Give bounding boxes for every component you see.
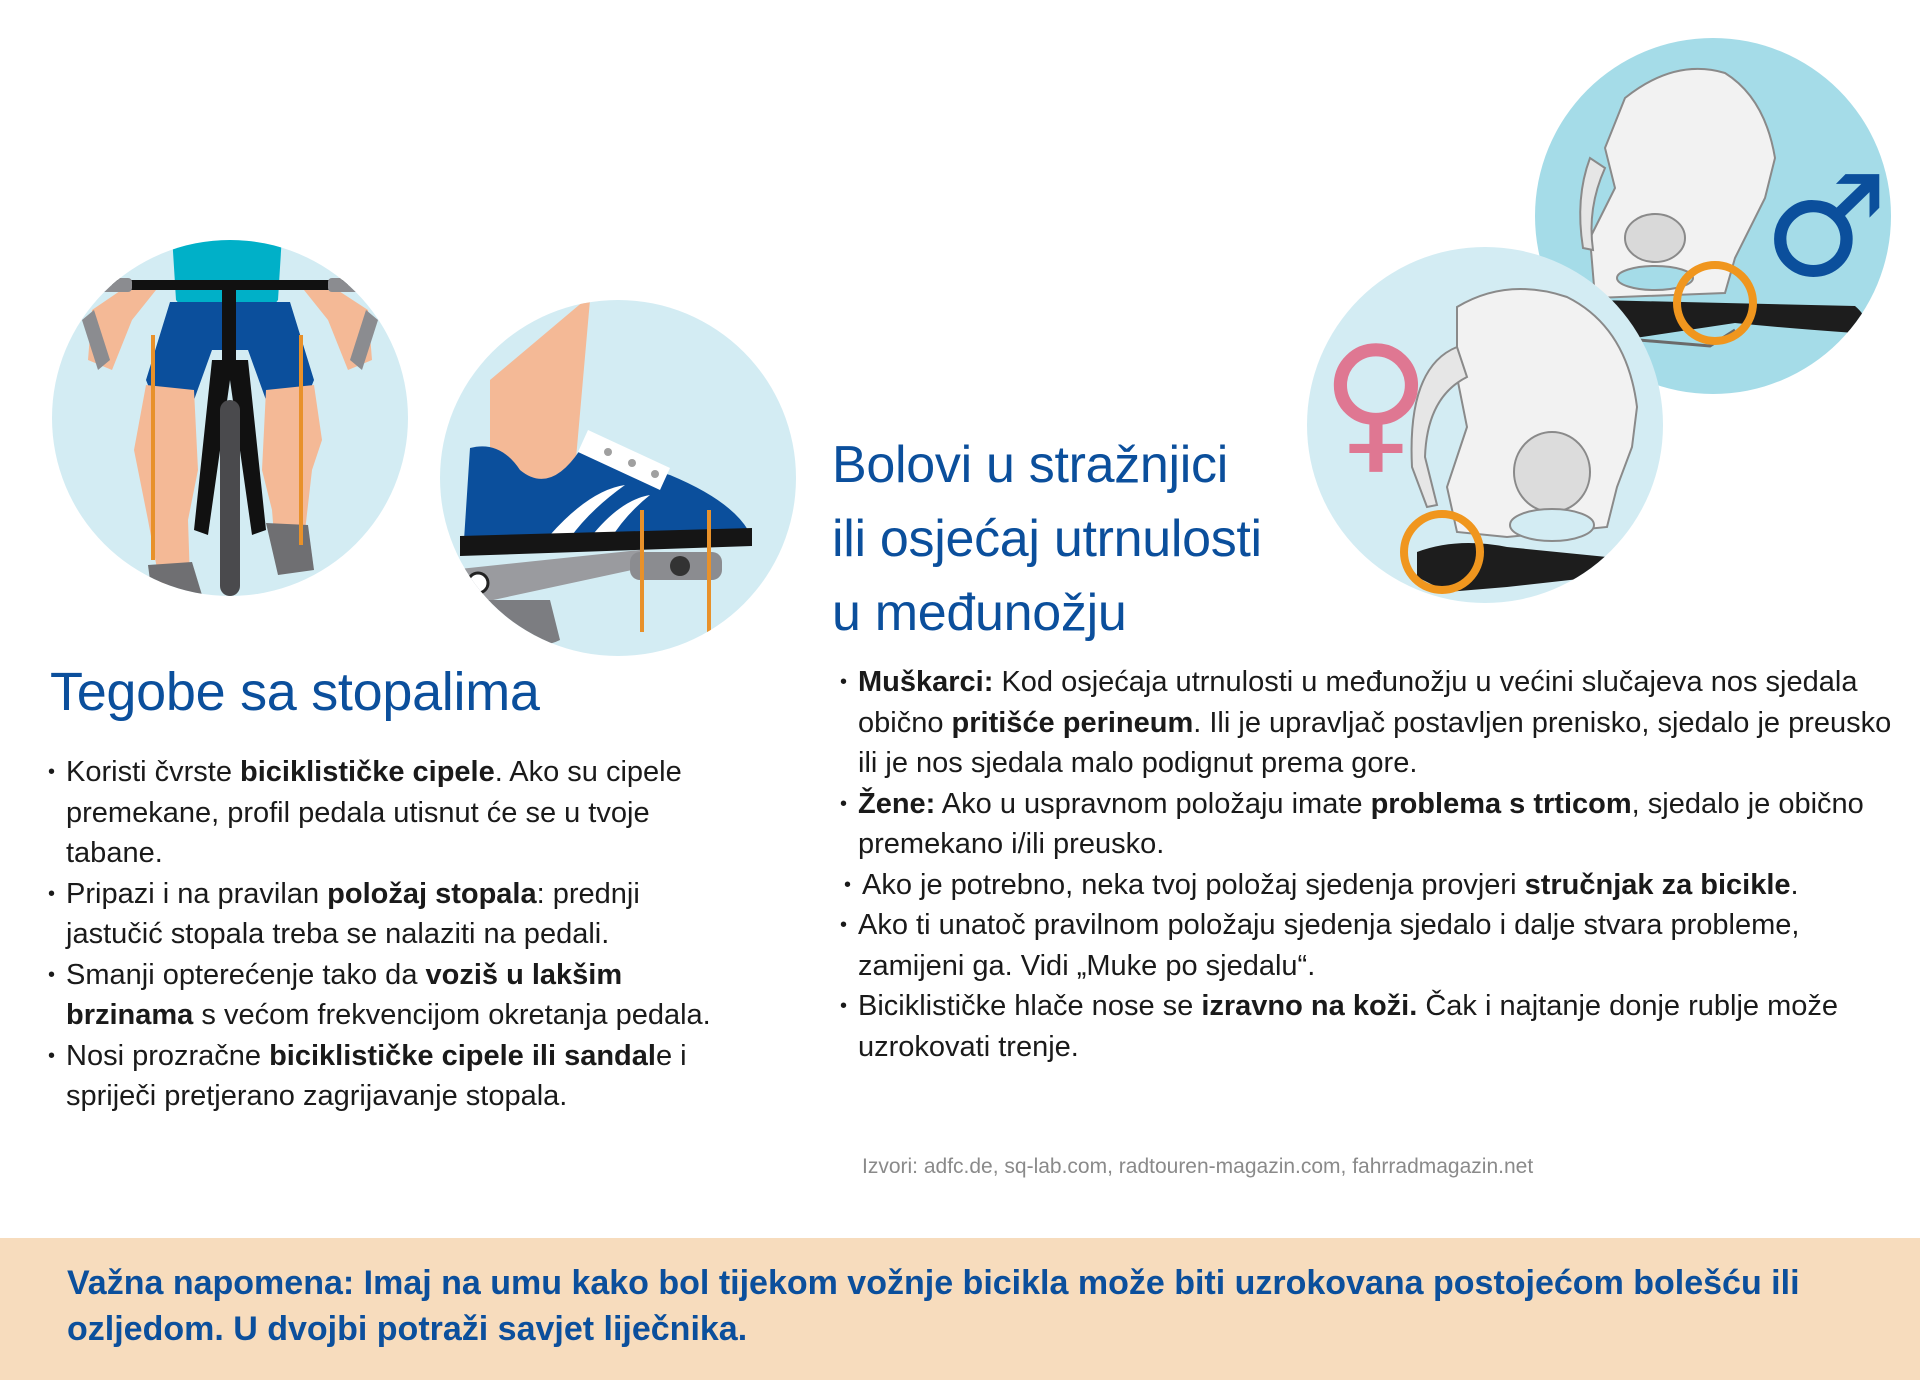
body-text: Ako ti unatoč pravilnom položaju sjedenja sjedalo i dalje stvara probleme, zamijeni ga. Vidi „Muke po sjedalu“. [858, 909, 1800, 982]
body-text: . [1790, 868, 1799, 901]
list-item [840, 986, 1900, 1067]
body-text: . Ako su cipele premekane, profil pedala utisnut će se u tvoje tabane. [66, 756, 682, 869]
body-text: Nosi prozračne [66, 1039, 270, 1072]
emphasis-text: Žene: [858, 787, 936, 820]
emphasis-text: Muškarci: [858, 666, 994, 698]
body-text: Ako je potrebno, neka tvoj položaj sjedenja provjeri [862, 868, 1525, 901]
body-text: Kod osjećaja utrnulosti u međunožju u većini slučajeva nos sjedala obično [858, 666, 1858, 739]
bullet-icon: • [48, 761, 56, 783]
body-text: Koristi čvrste [66, 756, 241, 788]
emphasis-text: izravno na koži. [1201, 990, 1418, 1022]
emphasis-text: stručnjak za bicikle [1524, 868, 1791, 901]
body-text: , sjedalo je obično premekano i/ili preusko. [858, 787, 1864, 860]
bullet-icon: • [48, 1044, 56, 1067]
buttock-pain-heading [832, 428, 1262, 650]
female-pelvis-illustration [1307, 247, 1663, 603]
buttock-pain-list [840, 662, 1900, 1067]
body-text: Pripazi i na pravilan [66, 877, 328, 910]
bullet-icon: • [844, 873, 852, 896]
body-text: s većom frekvencijom okretanja pedala. [193, 999, 711, 1031]
body-text: e i spriječi pretjerano zagrijavanje stopala. [66, 1039, 687, 1112]
female-symbol-icon: ♀ [1321, 315, 1431, 489]
list-item [840, 905, 1900, 986]
important-note-text: Važna napomena: Imaj na umu kako bol tijekom vožnje bicikla može biti uzrokovana postojećom bolešću ili ozljedom. U dvojbi potraži savjet liječnika. [67, 1264, 1800, 1348]
list-item [840, 662, 1900, 784]
sources-note: Izvori: adfc.de, sq-lab.com, radtouren-magazin.com, fahrradmagazin.net [862, 1155, 1534, 1178]
bullet-icon: • [840, 671, 848, 693]
heading-line: Bolovi u stražnjici [832, 436, 1229, 494]
heading-line: u međunožju [832, 584, 1127, 642]
foot-problems-list [48, 752, 738, 1117]
bullet-icon: • [840, 792, 848, 815]
important-note-banner [0, 1238, 1920, 1380]
emphasis-text: pritišće perineum [951, 706, 1194, 739]
list-item [48, 874, 738, 955]
heading-line: ili osjećaj utrnulosti [832, 510, 1262, 568]
bullet-icon: • [840, 914, 848, 936]
body-text: Čak i najtanje donje rublje može uzrokovati trenje. [858, 990, 1839, 1063]
list-item [840, 784, 1900, 865]
body-text: Ako u uspravnom položaju imate [935, 787, 1371, 820]
emphasis-text: biciklističke cipele ili sandal [269, 1039, 656, 1072]
emphasis-text: biciklističke cipele [240, 756, 495, 788]
emphasis-text: voziš u lakšim brzinama [66, 958, 623, 1031]
body-text: Smanji opterećenje tako da [66, 958, 426, 991]
list-item [48, 955, 738, 1036]
bullet-icon: • [840, 995, 848, 1017]
emphasis-text: položaj stopala [327, 877, 537, 910]
shoe-pedal-illustration [440, 300, 796, 656]
bullet-icon: • [48, 963, 56, 986]
body-text: : prednji jastučić stopala treba se nalaziti na pedali. [66, 877, 640, 950]
cyclist-front-view-icon [52, 240, 408, 596]
body-text: Biciklističke hlače nose se [858, 990, 1202, 1022]
cycling-shoe-on-pedal-icon [440, 300, 796, 656]
body-text: . Ili je upravljač postavljen prenisko, sjedalo je preusko ili je nos sjedala malo podignut prema gore. [858, 706, 1892, 779]
list-item [840, 865, 1900, 906]
foot-problems-heading: Tegobe sa stopalima [50, 662, 540, 722]
list-item [48, 1036, 738, 1117]
bullet-icon: • [48, 882, 56, 905]
list-item [48, 752, 738, 874]
male-symbol-icon: ♂ [1763, 146, 1889, 309]
emphasis-text: problema s trticom [1370, 787, 1632, 820]
cyclist-front-illustration [52, 240, 408, 596]
